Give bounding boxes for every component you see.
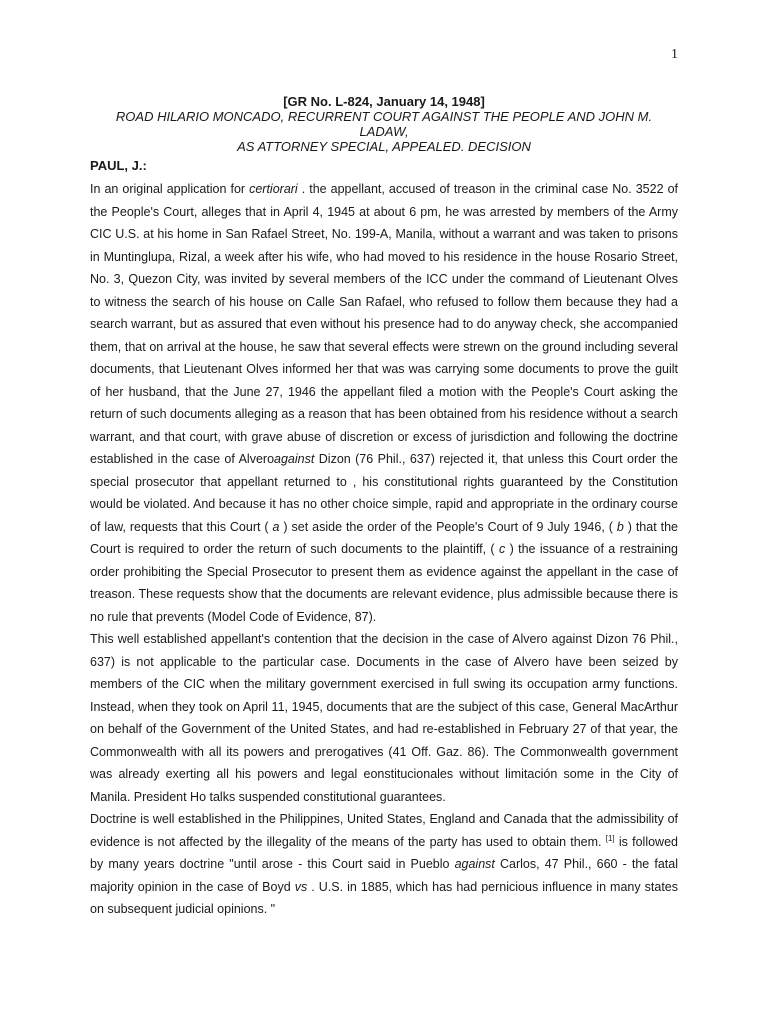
text-span: ) the issuance of a restraining order prohibiting the Special Prosecutor to present them as evidence against the appellant in the case of treason. These requests show that the documents are relevant evidence, plus admissible because there is no rule that prevents (Model Code of Evidence, 87). (90, 542, 678, 624)
paragraph-1 (90, 178, 678, 628)
paragraph-3 (90, 808, 678, 921)
italic-term: against (454, 857, 495, 871)
italic-term: vs (294, 879, 308, 894)
text-span: Dizon (76 Phil., 637) rejected it, that unless this Court order the special prosecutor that appellant returned to , his constitutional rights guaranteed by the Constitution would be violated. And because it has no other choice simple, rapid and appropriate in the ordinary course of law, requests that this Court ( (90, 452, 678, 534)
author-heading: PAUL, J.: (90, 158, 147, 173)
page-number: 1 (671, 47, 678, 62)
case-title-line-1: ROAD HILARIO MONCADO, RECURRENT COURT AGAINST THE PEOPLE AND JOHN M. LADAW, (115, 109, 653, 139)
text-span: Doctrine is well established in the Philippines, United States, England and Canada that the admissibility of evidence is not affected by the illegality of the means of the party has used to obtain them. (90, 812, 678, 849)
case-reference: [GR No. L-824, January 14, 1948] (283, 94, 485, 109)
text-span: ) that the Court is required to order the return of such documents to the plaintiff, ( (90, 519, 679, 556)
italic-term: certiorari (249, 182, 298, 196)
text-span: . the appellant, accused of treason in the criminal case No. 3522 of the People's Court, alleges that in April 4, 1945 at about 6 pm, he was arrested by members of the Army CIC U.S. at his home in San Rafael Street, No. 199-A, Manila, without a warrant and was taken to prisons in Muntinglupa, Rizal, a week after his wife, who had moved to his residence in the house Rosario Street, No. 3, Quezon City, was invited by several members of the ICC under the command of Lieutenant Olves to witness the search of his house on Calle San Rafael, who refused to follow them because they had a search warrant, but as assured that even without his presence had to do anyway check, she accompanied them, that on arrival at the house, he saw that several effects were strewn on the ground including several documents, that Lieutenant Olves informed her that was was carrying some documents to prove the guilt of her husband, that the June 27, 1946 the appellant filed a motion with the People's Court asking the return of such documents alleging as a reason that has been obtained from his residence without a search warrant, and that court, with grave abuse of discretion or excess of jurisdiction and following the doctrine established in the case of Alvero (90, 182, 678, 466)
text-span: ) set aside the order of the People's Court of 9 July 1946, ( (279, 519, 617, 534)
case-title-line-2: AS ATTORNEY SPECIAL, APPEALED. DECISION (237, 139, 531, 154)
italic-term: against (274, 452, 315, 466)
text-span: In an original application for (90, 182, 250, 196)
decision-body (90, 178, 678, 921)
paragraph-2: This well established appellant's contention that the decision in the case of Alvero against Dizon 76 Phil., 637) is not applicable to the particular case. Documents in the case of Alvero have been seized by members of the CIC when the military government exercised in full swing its occupation army functions. Instead, when they took on April 11, 1945, documents that are the subject of this case, General MacArthur on behalf of the Government of the United States, and had re-established in February 27 of that year, the Commonwealth with all its powers and prerogatives (41 Off. Gaz. 86). The Commonwealth government was already exerting all his powers and legal eonstitucionales without limitación some in the City of Manila. President Ho talks suspended constitutional guarantees. (90, 632, 678, 804)
text-span: Carlos, 47 Phil., 660 - the fatal majority opinion in the case of Boyd (90, 857, 678, 894)
text-span: . U.S. in 1885, which has had pernicious influence in many states on subsequent judicial opinions. " (90, 879, 679, 916)
footnote-reference[interactable]: [1] (605, 833, 615, 843)
italic-term: b (616, 519, 624, 534)
italic-term: c (498, 542, 506, 556)
italic-term: a (272, 519, 280, 534)
text-span: is followed by many years doctrine "until arose - this Court said in Pueblo (90, 834, 678, 871)
case-heading (90, 94, 678, 154)
